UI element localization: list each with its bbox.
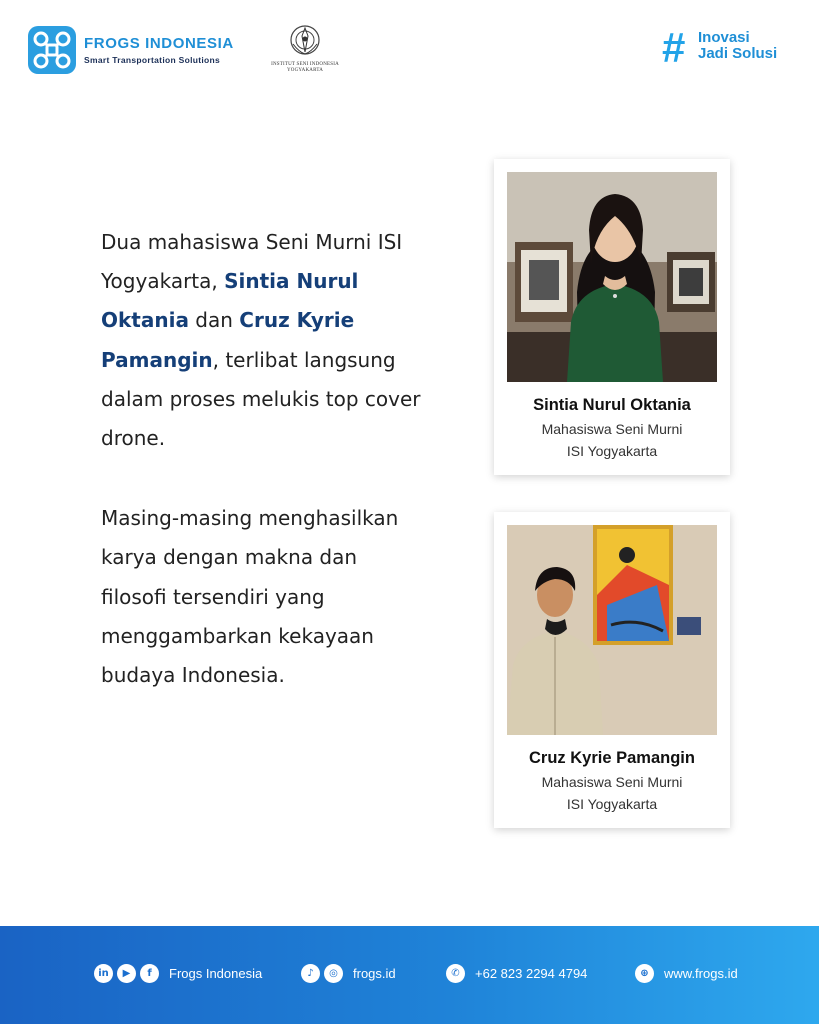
profile-role: Mahasiswa Seni Murni — [541, 421, 683, 437]
footer-phone-group — [446, 964, 587, 983]
profile-card-cruz — [494, 512, 730, 828]
footer-short-group — [301, 964, 396, 983]
tiktok-icon[interactable]: ♪ — [301, 964, 320, 983]
student-name-1: Sintia Nurul Oktania — [101, 269, 359, 333]
profile-name: Sintia Nurul Oktania — [533, 396, 691, 414]
isi-yogyakarta-logo — [270, 22, 340, 74]
p1-text-b: dan — [188, 308, 240, 333]
youtube-icon[interactable]: ▶ — [117, 964, 136, 983]
frogs-tagline: Smart Transportation Solutions — [84, 54, 221, 65]
footer-social-label[interactable]: Frogs Indonesia — [169, 966, 263, 981]
isi-name-line2: YOGYAKARTA — [286, 68, 324, 73]
inovasi-jadi-solusi-logo — [662, 24, 792, 71]
footer-phone[interactable]: +62 823 2294 4794 — [475, 966, 588, 981]
profile-photo-cruz — [507, 525, 717, 735]
hashtag-icon: # — [662, 24, 686, 71]
p1-text-a: Dua mahasiswa Seni Murni ISI Yogyakarta, — [101, 230, 403, 294]
footer-social-group — [94, 964, 262, 983]
linkedin-icon[interactable]: in — [94, 964, 113, 983]
frogs-indonesia-logo — [28, 26, 234, 74]
profile-name: Cruz Kyrie Pamangin — [529, 749, 695, 767]
profile-photo-sintia — [507, 172, 717, 382]
header — [0, 0, 819, 100]
paragraph-2: Masing-masing menghasilkan karya dengan makna dan filosofi tersendiri yang menggambarkan kekayaan budaya Indonesia. — [101, 506, 399, 688]
globe-icon[interactable]: ⊕ — [635, 964, 654, 983]
p1-text-c: , terlibat langsung dalam proses melukis top cover drone. — [101, 347, 421, 451]
intro-text — [101, 223, 421, 695]
instagram-icon[interactable]: ◎ — [324, 964, 343, 983]
isi-name-line1: INSTITUT SENI INDONESIA — [271, 62, 339, 67]
footer-web-group — [635, 964, 738, 983]
whatsapp-icon[interactable]: ✆ — [446, 964, 465, 983]
campaign-line1: Inovasi — [698, 29, 750, 46]
profile-role: Mahasiswa Seni Murni — [541, 774, 683, 790]
frogs-brand-name: FROGS INDONESIA — [84, 34, 234, 52]
profile-institution: ISI Yogyakarta — [566, 443, 658, 459]
facebook-icon[interactable]: f — [140, 964, 159, 983]
footer-short-label[interactable]: frogs.id — [353, 966, 396, 981]
footer-website[interactable]: www.frogs.id — [664, 966, 738, 981]
footer-contact-bar — [0, 926, 819, 1024]
paragraph-1 — [101, 223, 421, 458]
isi-emblem-icon — [285, 22, 325, 62]
profile-institution: ISI Yogyakarta — [566, 796, 658, 812]
drone-logo-icon — [28, 26, 76, 74]
profile-card-sintia — [494, 159, 730, 475]
student-name-2: Cruz Kyrie Pamangin — [101, 308, 355, 372]
campaign-line2: Jadi Solusi — [698, 45, 778, 62]
